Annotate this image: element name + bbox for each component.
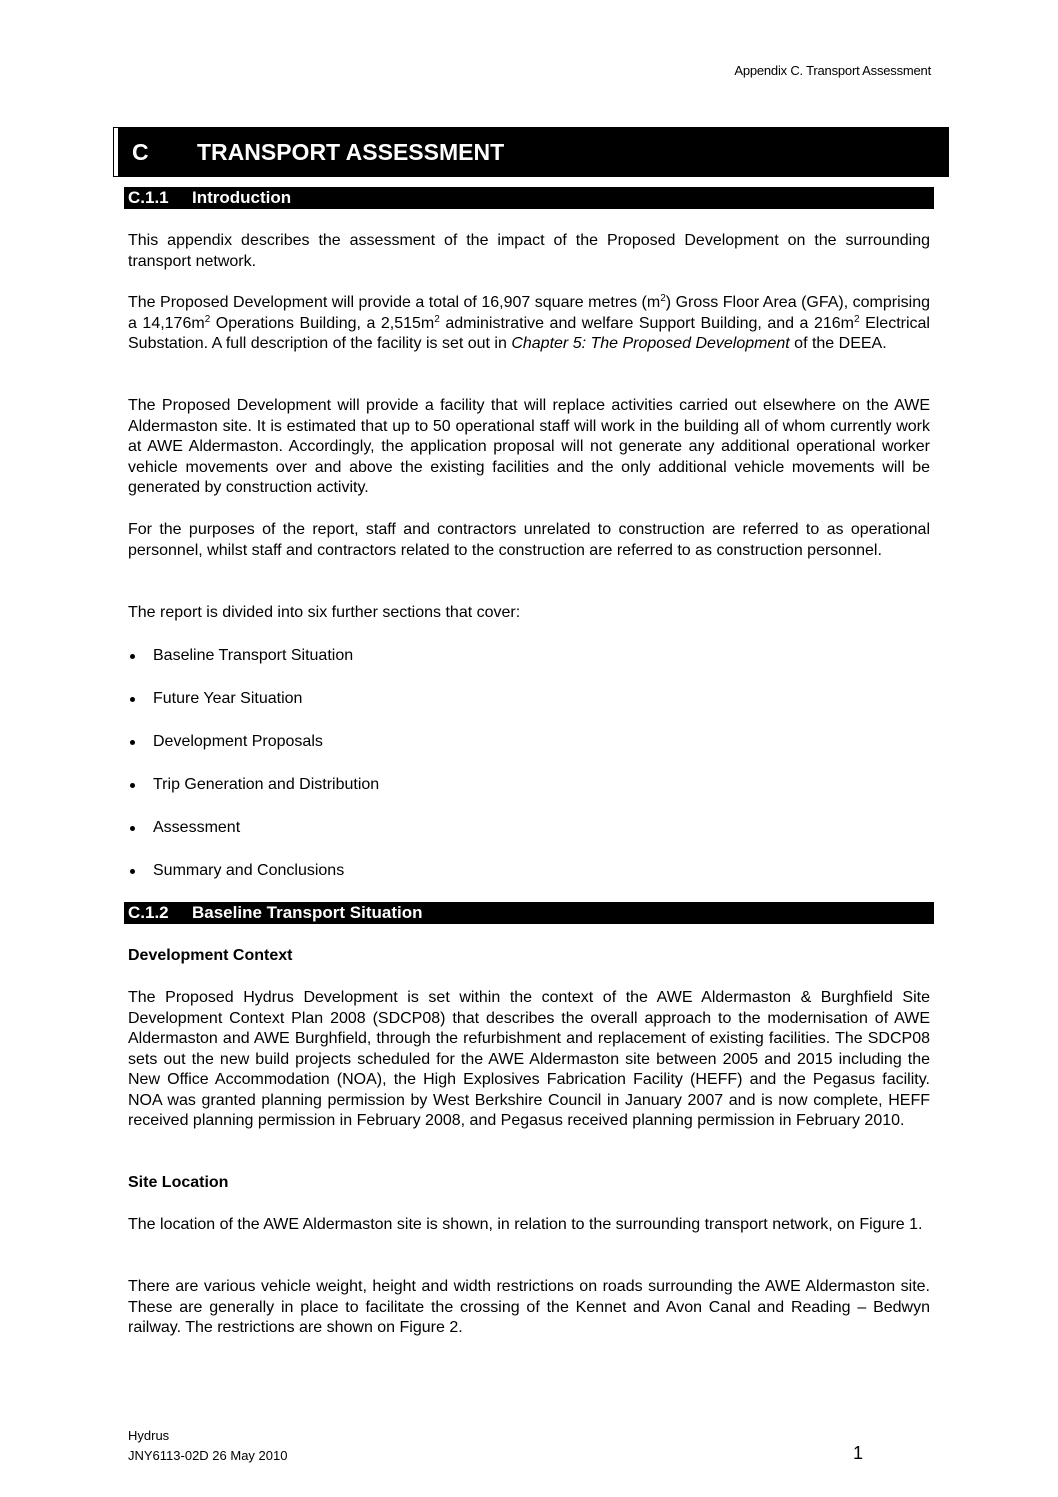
intro-paragraph-4: For the purposes of the report, staff and contractors unrelated to construction are referred to as operational personnel, whilst staff and contractors related to the construction are referred to as construction personnel.	[128, 521, 930, 559]
list-item-label: Future Year Situation	[153, 690, 303, 708]
section-number: C.1.2	[128, 903, 169, 922]
subheading-site-location: Site Location	[128, 1174, 229, 1191]
footer-project: Hydrus	[128, 1428, 170, 1443]
superscript: 2	[660, 293, 666, 304]
page-number: 1	[853, 1443, 864, 1463]
intro-paragraph-5-block	[128, 603, 930, 624]
superscript: 2	[204, 313, 211, 325]
site-location-body	[128, 1215, 930, 1236]
chapter-heading-bar	[114, 128, 948, 176]
development-context-heading-block	[128, 946, 930, 967]
intro-paragraph-3: The Proposed Development will provide a facility that will replace activities carried out elsewhere on the AWE Aldermaston site. It is estimated that up to 50 operational staff will work in the building all of whom currently work at AWE Aldermaston. Accordingly, the application proposal will not generate any additional operational worker vehicle movements over and above the existing facilities and the only additional vehicle movements will be generated by construction activity.	[128, 397, 930, 496]
bullet-icon	[130, 826, 135, 831]
intro-paragraph-5: The report is divided into six further sections that cover:	[128, 604, 521, 621]
list-item-label: Development Proposals	[153, 733, 323, 751]
text-run: ) Gross Floor Area (GFA), comprising a 14,176m	[128, 294, 931, 332]
chapter-title: TRANSPORT ASSESSMENT	[197, 139, 505, 165]
footer-reference: JNY6113-02D 26 May 2010	[128, 1448, 288, 1463]
chapter-reference: Chapter 5: The Proposed Development	[511, 335, 790, 352]
list-item-label: Trip Generation and Distribution	[153, 776, 380, 794]
superscript: 2	[854, 313, 860, 325]
chapter-letter: C	[132, 139, 149, 165]
section-number: C.1.1	[128, 188, 169, 207]
list-item-label: Assessment	[153, 819, 241, 837]
running-header: Appendix C. Transport Assessment	[734, 63, 931, 78]
list-item	[128, 861, 930, 882]
section-heading-baseline	[124, 902, 934, 924]
list-item	[128, 646, 930, 667]
site-location-paragraph-1: The location of the AWE Aldermaston site is shown, in relation to the surrounding transport network, on Figure 1.	[128, 1216, 923, 1233]
bullet-icon	[130, 697, 135, 702]
list-item	[128, 732, 930, 753]
bullet-icon	[130, 869, 135, 874]
development-context-body	[128, 988, 930, 1132]
section-list	[128, 646, 930, 882]
section-list-block	[128, 646, 930, 905]
bullet-icon	[130, 783, 135, 788]
list-item-label: Summary and Conclusions	[153, 862, 345, 880]
page-footer	[128, 1426, 287, 1466]
development-context-paragraph: The Proposed Hydrus Development is set within the context of the AWE Aldermaston & Burghfield Site Development Context Plan 2008 (SDCP08) that describes the overall approach to the modernisation of AWE Aldermaston and AWE Burghfield, through the refurbishment and replacement of existing facilities. The SDCP08 sets out the new build projects scheduled for the AWE Aldermaston site between 2005 and 2015 including the New Office Accommodation (NOA), the High Explosives Fabrication Facility (HEFF) and the Pegasus facility. NOA was granted planning permission by West Berkshire Council in January 2007 and is now complete, HEFF received planning permission in February 2008, and Pegasus received planning permission in February 2010.	[128, 989, 930, 1129]
section-heading-introduction	[124, 187, 934, 209]
list-item-label: Baseline Transport Situation	[153, 647, 354, 664]
list-item	[128, 775, 930, 796]
text-run: administrative and welfare Support Building, and a 216m	[439, 314, 854, 332]
section-title: Introduction	[192, 188, 292, 207]
bullet-icon	[130, 654, 135, 659]
text-run: of the DEEA.	[789, 335, 887, 352]
text-run: Operations Building, a 2,515m	[210, 314, 435, 332]
site-location-heading-block	[128, 1173, 930, 1194]
intro-paragraph-4-block	[128, 520, 930, 561]
list-item	[128, 689, 930, 710]
bullet-icon	[130, 740, 135, 745]
intro-paragraph-2	[128, 293, 930, 355]
section-title: Baseline Transport Situation	[192, 903, 423, 922]
subheading-development-context: Development Context	[128, 947, 293, 964]
superscript: 2	[434, 313, 440, 325]
restrictions-body	[128, 1277, 930, 1339]
site-location-paragraph-2: There are various vehicle weight, height and width restrictions on roads surrounding the AWE Aldermaston site. These are generally in place to facilitate the crossing of the Kennet and Avon Canal and Reading – Bedwyn railway. The restrictions are shown on Figure 2.	[128, 1278, 930, 1336]
list-item	[128, 818, 930, 839]
intro-paragraph-3-block	[128, 396, 930, 499]
introduction-body	[128, 231, 930, 355]
text-run: The Proposed Development will provide a total of 16,907 square metres (m	[128, 294, 661, 311]
intro-paragraph-1: This appendix describes the assessment of the impact of the Proposed Development on the surrounding transport network.	[128, 232, 930, 270]
text-run: Electrical Substation. A full description of the facility is set out in	[128, 314, 930, 352]
